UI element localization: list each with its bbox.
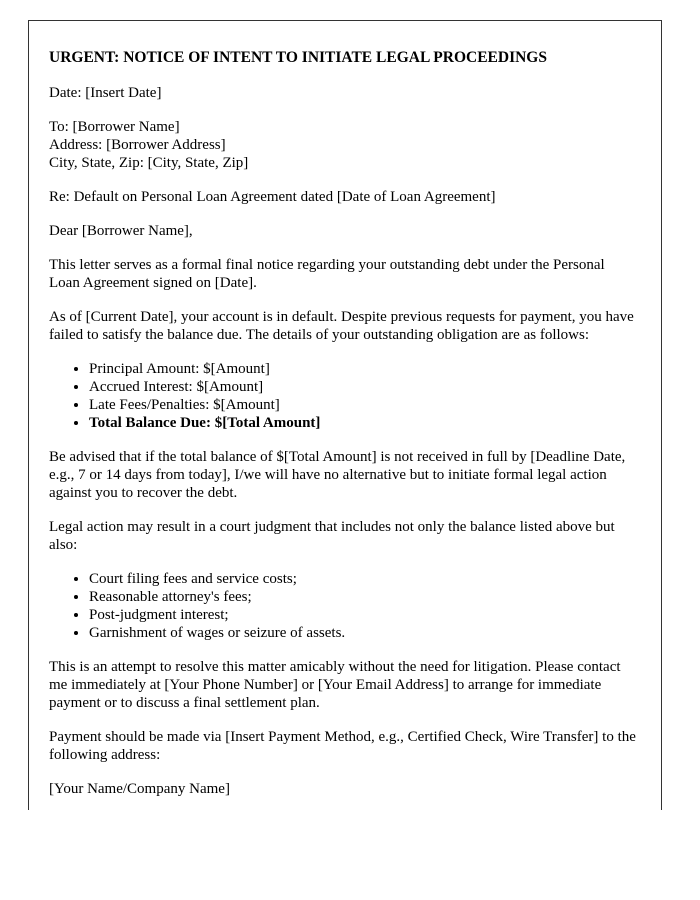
paragraph-deadline: Be advised that if the total balance of $[Total Amount] is not received in full by [Deadline Date, e.g., 7 or 14 days from today], I/we will have no alternative but to initiate formal legal action against you to recover the debt. bbox=[49, 449, 626, 501]
paragraph-default: As of [Current Date], your account is in default. Despite previous requests for payment, you have failed to satisfy the balance due. The details of your outstanding obligation are as follows: bbox=[49, 309, 634, 343]
recipient-address: Address: [Borrower Address] bbox=[49, 137, 226, 153]
consequences-list bbox=[49, 570, 639, 642]
letter-page bbox=[28, 20, 662, 810]
list-item: • Accrued Interest: $[Amount] bbox=[89, 378, 639, 396]
paragraph-intro: This letter serves as a formal final notice regarding your outstanding debt under the Personal Loan Agreement signed on [Date]. bbox=[49, 257, 605, 291]
paragraph-payment: Payment should be made via [Insert Payment Method, e.g., Certified Check, Wire Transfer] to the following address: bbox=[49, 729, 636, 763]
recipient-name: To: [Borrower Name] bbox=[49, 119, 180, 135]
list-item: • Garnishment of wages or seizure of assets. bbox=[89, 624, 639, 642]
re-line: Re: Default on Personal Loan Agreement dated [Date of Loan Agreement] bbox=[49, 189, 496, 205]
salutation: Dear [Borrower Name], bbox=[49, 223, 193, 239]
paragraph-legal-action: Legal action may result in a court judgment that includes not only the balance listed above but also: bbox=[49, 519, 615, 553]
amounts-list bbox=[49, 360, 639, 432]
letter-title: URGENT: NOTICE OF INTENT TO INITIATE LEGAL PROCEEDINGS bbox=[49, 49, 547, 66]
paragraph-contact: This is an attempt to resolve this matter amicably without the need for litigation. Please contact me immediately at [Your Phone Number] or [Your Email Address] to arrange for immediate payment or to discuss a final settlement plan. bbox=[49, 659, 621, 711]
list-item: • Court filing fees and service costs; bbox=[89, 570, 639, 588]
sender-line: [Your Name/Company Name] bbox=[49, 781, 230, 797]
list-item: • Late Fees/Penalties: $[Amount] bbox=[89, 396, 639, 414]
recipient-city: City, State, Zip: [City, State, Zip] bbox=[49, 155, 249, 171]
list-item: • Post-judgment interest; bbox=[89, 606, 639, 624]
date-line: Date: [Insert Date] bbox=[49, 85, 162, 101]
total-balance-item: • Total Balance Due: $[Total Amount] bbox=[89, 414, 639, 432]
recipient-block bbox=[49, 118, 639, 172]
list-item: • Principal Amount: $[Amount] bbox=[89, 360, 639, 378]
list-item: • Reasonable attorney's fees; bbox=[89, 588, 639, 606]
